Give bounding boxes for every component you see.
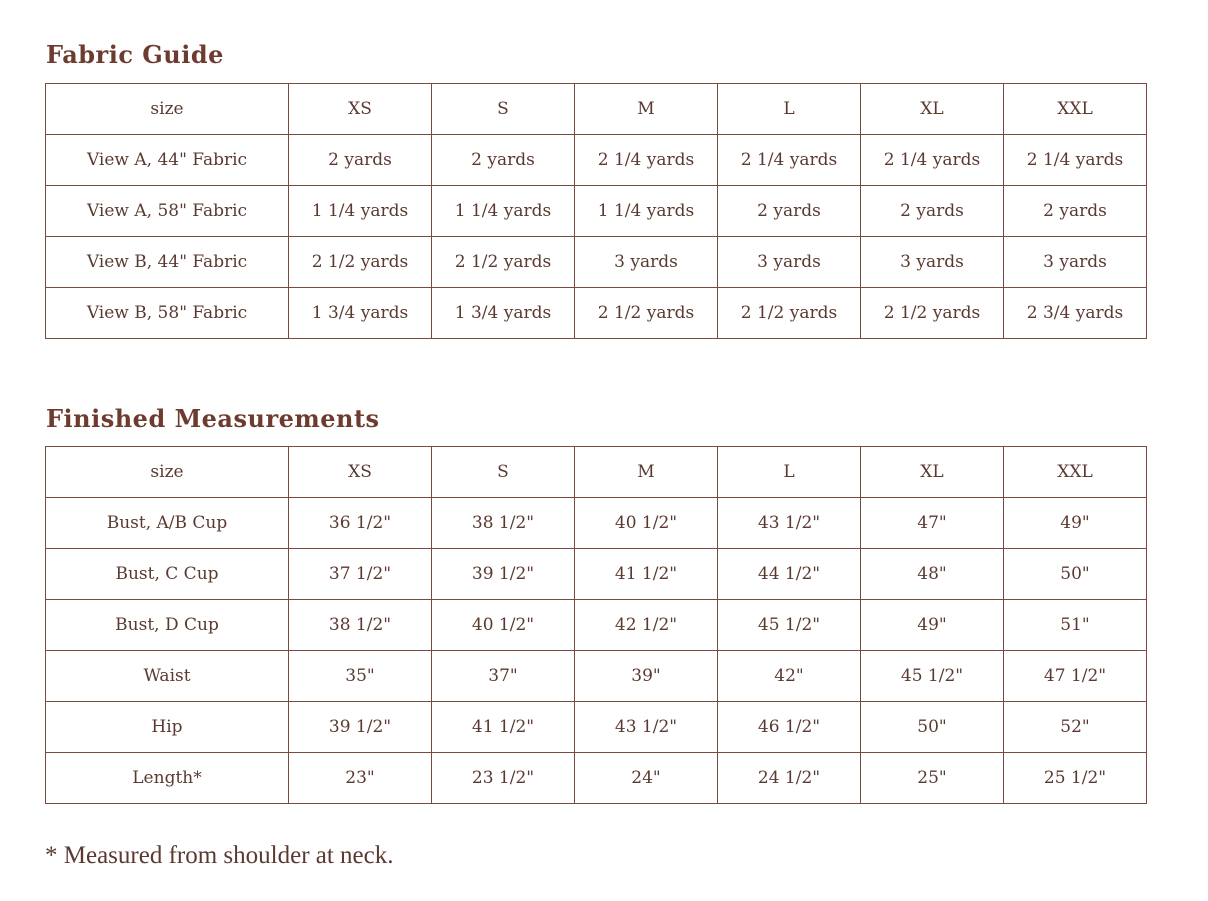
table-cell: 41 1/2" xyxy=(432,702,575,753)
table-cell: 49" xyxy=(861,600,1004,651)
row-label: View B, 58" Fabric xyxy=(46,288,289,339)
table-cell: 3 yards xyxy=(1004,237,1147,288)
row-label: Waist xyxy=(46,651,289,702)
table-cell: 38 1/2" xyxy=(432,498,575,549)
table-cell: 2 1/2 yards xyxy=(718,288,861,339)
table-cell: 49" xyxy=(1004,498,1147,549)
header-cell: S xyxy=(432,84,575,135)
table-header-row xyxy=(46,84,1147,135)
table-cell: 2 yards xyxy=(718,186,861,237)
header-cell: S xyxy=(432,447,575,498)
header-cell: L xyxy=(718,84,861,135)
table-cell: 2 3/4 yards xyxy=(1004,288,1147,339)
table-row xyxy=(46,753,1147,804)
table-cell: 1 3/4 yards xyxy=(289,288,432,339)
table-cell: 42" xyxy=(718,651,861,702)
header-cell: M xyxy=(575,84,718,135)
table-cell: 23" xyxy=(289,753,432,804)
table-cell: 2 1/2 yards xyxy=(575,288,718,339)
table-header-row xyxy=(46,447,1147,498)
table-cell: 3 yards xyxy=(861,237,1004,288)
table-cell: 1 3/4 yards xyxy=(432,288,575,339)
table-cell: 2 yards xyxy=(1004,186,1147,237)
table-cell: 50" xyxy=(1004,549,1147,600)
table-cell: 2 yards xyxy=(289,135,432,186)
table-cell: 2 1/4 yards xyxy=(861,135,1004,186)
table-cell: 41 1/2" xyxy=(575,549,718,600)
fabric-guide-title: Fabric Guide xyxy=(46,40,224,69)
table-cell: 37" xyxy=(432,651,575,702)
table-cell: 43 1/2" xyxy=(718,498,861,549)
table-cell: 46 1/2" xyxy=(718,702,861,753)
table-cell: 42 1/2" xyxy=(575,600,718,651)
row-label: Bust, D Cup xyxy=(46,600,289,651)
header-cell: XXL xyxy=(1004,447,1147,498)
table-cell: 2 1/2 yards xyxy=(432,237,575,288)
header-cell: size xyxy=(46,84,289,135)
table-cell: 2 yards xyxy=(861,186,1004,237)
header-cell: L xyxy=(718,447,861,498)
finished-measurements-title: Finished Measurements xyxy=(46,404,380,433)
row-label: Length* xyxy=(46,753,289,804)
table-cell: 37 1/2" xyxy=(289,549,432,600)
table-cell: 2 1/2 yards xyxy=(289,237,432,288)
table-cell: 51" xyxy=(1004,600,1147,651)
header-cell: XL xyxy=(861,84,1004,135)
header-cell: XL xyxy=(861,447,1004,498)
table-row xyxy=(46,135,1147,186)
table-cell: 24 1/2" xyxy=(718,753,861,804)
table-cell: 3 yards xyxy=(718,237,861,288)
table-cell: 25" xyxy=(861,753,1004,804)
table-cell: 52" xyxy=(1004,702,1147,753)
table-cell: 23 1/2" xyxy=(432,753,575,804)
table-cell: 35" xyxy=(289,651,432,702)
table-row xyxy=(46,651,1147,702)
table-cell: 2 1/4 yards xyxy=(1004,135,1147,186)
table-row xyxy=(46,702,1147,753)
table-cell: 47" xyxy=(861,498,1004,549)
row-label: Bust, C Cup xyxy=(46,549,289,600)
footnote: * Measured from shoulder at neck. xyxy=(45,842,394,869)
row-label: View A, 44" Fabric xyxy=(46,135,289,186)
table-cell: 1 1/4 yards xyxy=(289,186,432,237)
table-cell: 2 yards xyxy=(432,135,575,186)
table-cell: 47 1/2" xyxy=(1004,651,1147,702)
header-cell: size xyxy=(46,447,289,498)
row-label: Bust, A/B Cup xyxy=(46,498,289,549)
table-cell: 24" xyxy=(575,753,718,804)
header-cell: M xyxy=(575,447,718,498)
table-cell: 40 1/2" xyxy=(432,600,575,651)
table-cell: 39 1/2" xyxy=(289,702,432,753)
table-cell: 2 1/4 yards xyxy=(718,135,861,186)
table-cell: 48" xyxy=(861,549,1004,600)
table-cell: 1 1/4 yards xyxy=(575,186,718,237)
table-cell: 50" xyxy=(861,702,1004,753)
table-cell: 44 1/2" xyxy=(718,549,861,600)
table-cell: 45 1/2" xyxy=(718,600,861,651)
table-row xyxy=(46,600,1147,651)
fabric-guide-table xyxy=(45,83,1147,339)
table-cell: 3 yards xyxy=(575,237,718,288)
header-cell: XS xyxy=(289,447,432,498)
table-cell: 2 1/4 yards xyxy=(575,135,718,186)
table-row xyxy=(46,186,1147,237)
row-label: Hip xyxy=(46,702,289,753)
row-label: View A, 58" Fabric xyxy=(46,186,289,237)
table-cell: 40 1/2" xyxy=(575,498,718,549)
row-label: View B, 44" Fabric xyxy=(46,237,289,288)
finished-measurements-table xyxy=(45,446,1147,804)
table-row xyxy=(46,498,1147,549)
table-row xyxy=(46,549,1147,600)
header-cell: XS xyxy=(289,84,432,135)
table-row xyxy=(46,288,1147,339)
table-cell: 39" xyxy=(575,651,718,702)
table-row xyxy=(46,237,1147,288)
table-cell: 2 1/2 yards xyxy=(861,288,1004,339)
table-cell: 39 1/2" xyxy=(432,549,575,600)
table-cell: 1 1/4 yards xyxy=(432,186,575,237)
table-cell: 45 1/2" xyxy=(861,651,1004,702)
header-cell: XXL xyxy=(1004,84,1147,135)
table-cell: 38 1/2" xyxy=(289,600,432,651)
table-cell: 43 1/2" xyxy=(575,702,718,753)
table-cell: 25 1/2" xyxy=(1004,753,1147,804)
table-cell: 36 1/2" xyxy=(289,498,432,549)
